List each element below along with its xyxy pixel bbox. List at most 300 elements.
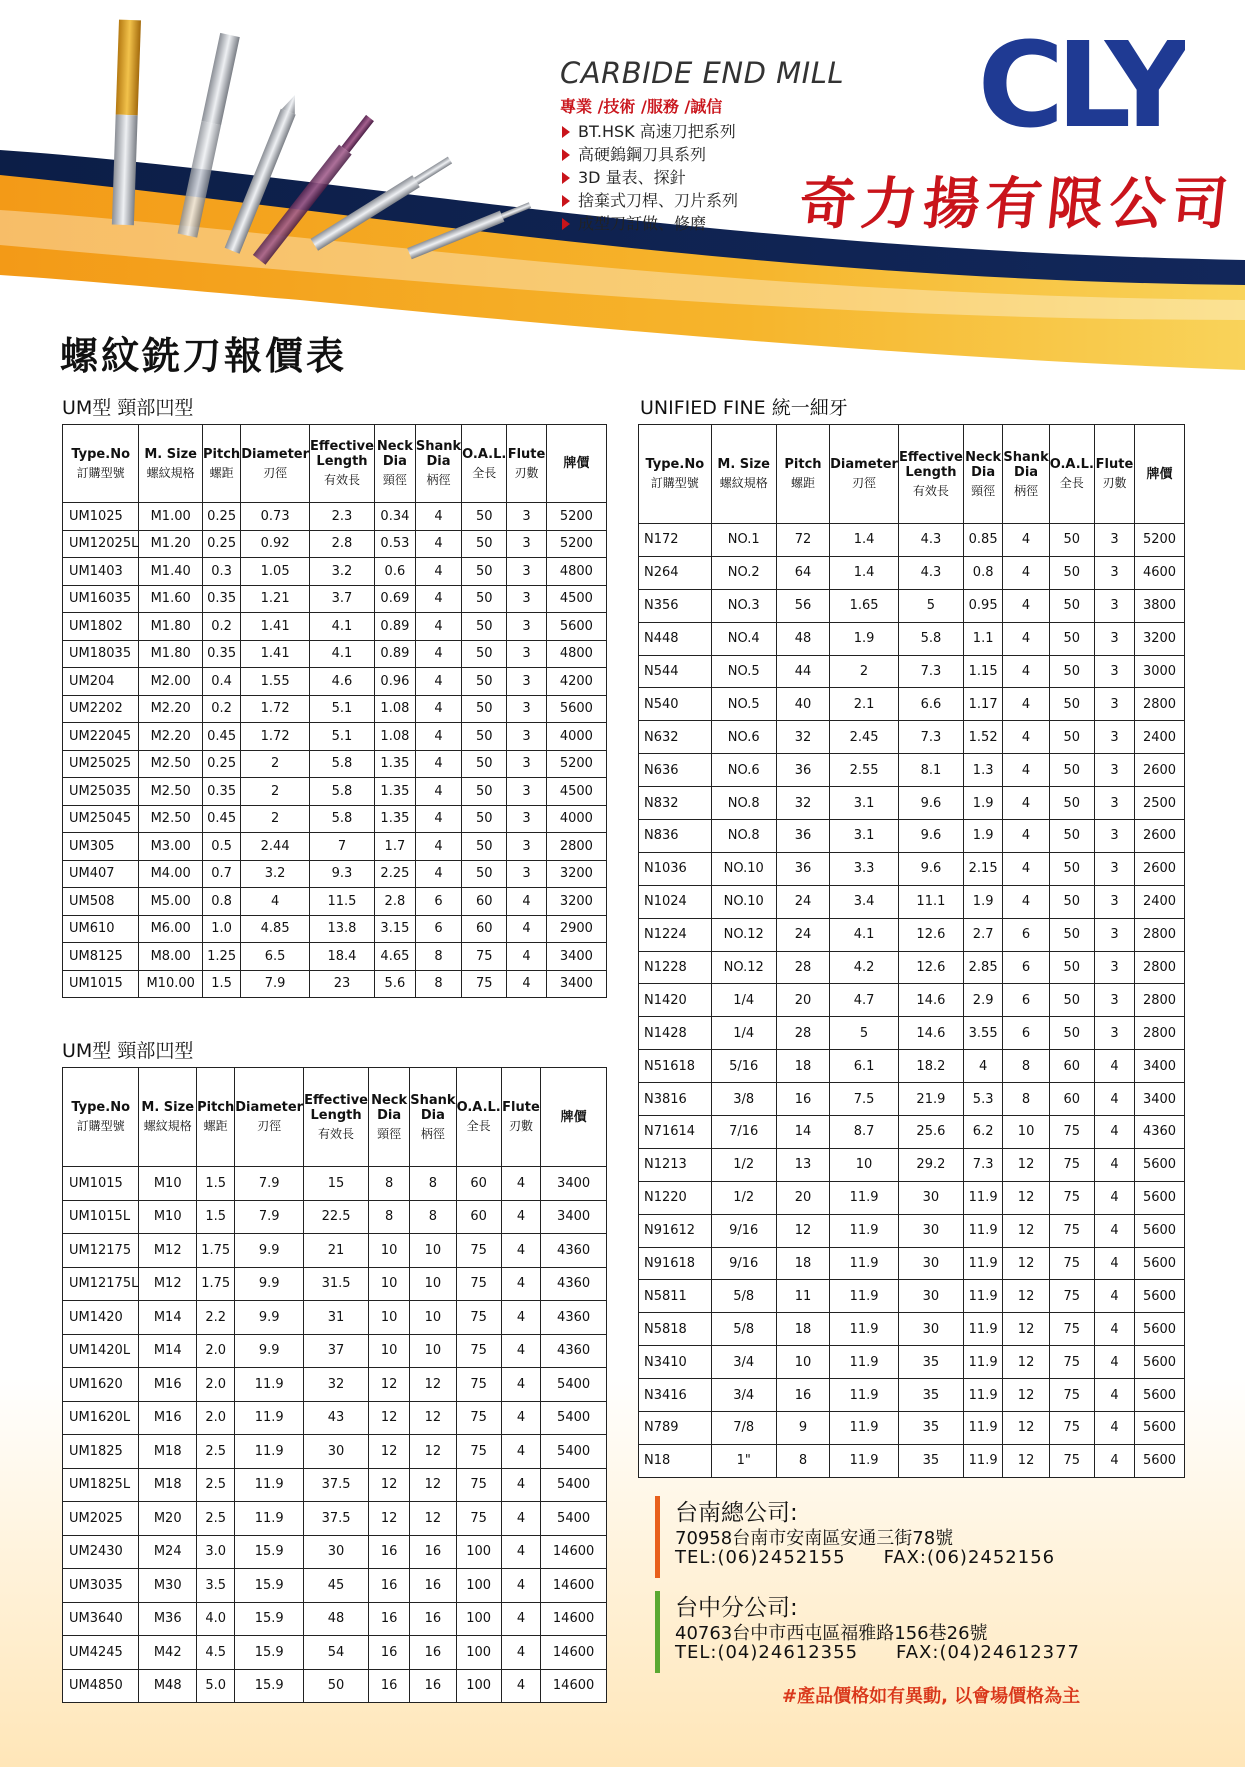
table-cell: 14600 [541,1636,607,1670]
table-cell: 11.9 [830,1247,899,1280]
column-header-en: M. Size [141,1100,195,1115]
table-cell: 12 [369,1435,410,1469]
table-cell: 75 [456,1368,501,1402]
table-cell: 75 [1049,1247,1094,1280]
table-cell: 3800 [1135,589,1185,622]
table-cell: M30 [139,1569,197,1603]
table-cell: 3200 [546,888,606,916]
table-cell: 5.8 [310,750,375,778]
column-header-zh: 頸徑 [971,483,996,498]
table-cell: 7.5 [830,1083,899,1116]
bullet-triangle-icon [562,149,570,161]
table-cell: 30 [898,1280,963,1313]
table-cell: 2500 [1135,787,1185,820]
table-cell: 5600 [1135,1214,1185,1247]
column-header [541,1068,607,1167]
table-cell: 0.2 [203,695,241,723]
table-cell: 100 [456,1569,501,1603]
table-cell: 3 [507,778,546,806]
table-cell: 1.15 [963,655,1003,688]
table-cell: 0.85 [963,524,1003,557]
company-name: 奇力揚有限公司 [796,171,1238,237]
column-header-zh: 有效長 [912,483,949,498]
table-cell: 8 [415,970,461,998]
table-cell: 4 [415,640,461,668]
office-name: 台南總公司: [675,1500,798,1526]
table-row [639,556,1185,589]
table-cell: 8 [369,1200,410,1234]
table-cell: 2800 [1135,1017,1185,1050]
table-cell: M36 [139,1602,197,1636]
column-header-en: Neck Dia [965,449,1002,480]
table-cell: 11.9 [235,1368,304,1402]
column-header-zh: 訂購型號 [650,476,699,490]
table-cell: 1.72 [241,695,310,723]
table-cell: 11.1 [898,885,963,918]
table-cell: 1.35 [374,750,415,778]
column-header [1003,425,1049,524]
table-cell: 0.6 [374,558,415,586]
table-row [639,820,1185,853]
table-cell: 4 [1094,1313,1134,1346]
table-cell: 5.3 [963,1083,1003,1116]
table-row [63,668,607,696]
bullet-triangle-icon [562,195,570,207]
table-cell: 4 [1003,524,1049,557]
table-cell: 16 [410,1535,456,1569]
table-cell: 4 [415,695,461,723]
table-cell: 4 [415,860,461,888]
table-cell: 4 [415,805,461,833]
table-cell: 25.6 [898,1116,963,1149]
table-row [639,984,1185,1017]
table-cell: 5.1 [310,695,375,723]
table-cell: N91618 [639,1247,712,1280]
office-tel: TEL:(06)2452155 [675,1547,846,1568]
table-cell: 1.0 [203,915,241,943]
table-cell: M16 [139,1368,197,1402]
table-cell: 75 [456,1435,501,1469]
table-cell: 4 [1094,1181,1134,1214]
table-cell: N632 [639,721,712,754]
table-cell: 5.6 [374,970,415,998]
table-cell: 5600 [546,695,606,723]
table-row [63,1167,607,1201]
table-row [63,750,607,778]
table-cell: 75 [462,970,507,998]
bullet-triangle-icon [562,126,570,138]
column-header-en: Diameter [235,1100,304,1115]
table-cell: 2 [241,778,310,806]
column-header-en: Shank Dia [1003,449,1049,480]
column-header-en: M. Size [144,446,197,462]
table-cell: 6 [1003,1017,1049,1050]
table-cell: 50 [1049,688,1094,721]
table-cell: UM508 [63,888,139,916]
table-cell: 0.89 [374,613,415,641]
table-cell: 11.9 [830,1313,899,1346]
table-cell: 4 [1003,622,1049,655]
column-header-zh: 全長 [466,1119,491,1133]
table-cell: 35 [898,1412,963,1445]
table-cell: UM18035 [63,640,139,668]
table-cell: 3 [1094,754,1134,787]
table-cell: 1.3 [963,754,1003,787]
table-cell: UM16035 [63,585,139,613]
table-cell: 11.9 [830,1181,899,1214]
table-cell: 4.1 [830,918,899,951]
table-cell: 10 [369,1267,410,1301]
table-cell: 1.9 [963,787,1003,820]
column-header [462,425,507,503]
table-cell: 0.96 [374,668,415,696]
table-cell: 48 [776,622,829,655]
table-cell: 18 [776,1313,829,1346]
table-cell: 30 [898,1313,963,1346]
table-cell: 75 [1049,1148,1094,1181]
column-header-en: 牌價 [1146,466,1173,482]
table-cell: N1428 [639,1017,712,1050]
column-header-en: Diameter [830,457,898,472]
table-cell: 50 [462,695,507,723]
table-cell: 4.3 [898,556,963,589]
table-cell: 4360 [1135,1116,1185,1149]
table-row [639,1148,1185,1181]
table-cell: M10 [139,1200,197,1234]
table-cell: 54 [304,1636,369,1670]
table-cell: 0.73 [241,503,310,531]
table-cell: 2800 [546,833,606,861]
table-row [63,640,607,668]
table-cell: 3.2 [241,860,310,888]
table-cell: 11 [776,1280,829,1313]
table-cell: 4 [501,1334,540,1368]
table-cell: 8 [369,1167,410,1201]
column-header-en: M. Size [717,457,770,472]
column-header [415,425,461,503]
table-cell: 29.2 [898,1148,963,1181]
table-cell: N71614 [639,1116,712,1149]
table-cell: 0.45 [203,723,241,751]
table-cell: 3 [1094,622,1134,655]
table-cell: 4 [507,943,546,971]
table-cell: 3 [507,613,546,641]
table-cell: 1.41 [241,640,310,668]
feature-item: 成型刀訂做、修磨 [562,212,738,235]
table-cell: M10 [139,1167,197,1201]
table-cell: 6.5 [241,943,310,971]
table-cell: 4 [415,613,461,641]
table-cell: 4.6 [310,668,375,696]
column-header-zh: 螺距 [209,465,234,480]
table-row [639,1379,1185,1412]
table-cell: 4 [1094,1346,1134,1379]
table-cell: M2.20 [139,723,203,751]
table-cell: 5200 [1135,524,1185,557]
table-cell: 8 [776,1444,829,1477]
table-cell: 50 [1049,984,1094,1017]
table-row [63,695,607,723]
table-row [63,613,607,641]
table-row [63,1267,607,1301]
table-row [63,723,607,751]
table-cell: 3 [1094,885,1134,918]
column-header-zh: 螺距 [790,476,815,490]
table-cell: 3/4 [711,1379,776,1412]
column-header-en: Pitch [784,457,822,472]
table-cell: 60 [1049,1050,1094,1083]
table-cell: 20 [776,984,829,1017]
table-cell: 18 [776,1247,829,1280]
table-cell: 0.92 [241,530,310,558]
table-cell: 50 [462,723,507,751]
column-header [410,1068,456,1167]
table-cell: 75 [462,943,507,971]
table-cell: N5811 [639,1280,712,1313]
column-header [507,425,546,503]
table-cell: 6.6 [898,688,963,721]
table-cell: N356 [639,589,712,622]
table-cell: UM25035 [63,778,139,806]
column-header [711,425,776,524]
table-cell: 6 [1003,918,1049,951]
table-cell: 22.5 [304,1200,369,1234]
table-cell: 5/8 [711,1280,776,1313]
table-cell: 75 [456,1401,501,1435]
column-header-zh: 頸徑 [377,1126,402,1141]
table-cell: 3/4 [711,1346,776,1379]
table-cell: 4 [415,668,461,696]
table-cell: N1036 [639,852,712,885]
table-cell: 75 [1049,1379,1094,1412]
table-cell: 28 [776,951,829,984]
table-cell: 2.5 [197,1468,235,1502]
table-cell: 75 [456,1267,501,1301]
column-header-en: Flute [502,1100,540,1115]
table-cell: 10 [410,1234,456,1268]
table-cell: UM1403 [63,558,139,586]
table-cell: N636 [639,754,712,787]
table-cell: 5600 [546,613,606,641]
table-cell: 0.7 [203,860,241,888]
column-header-en: Pitch [197,1100,235,1115]
table-cell: 3 [1094,721,1134,754]
table-cell: 16 [369,1569,410,1603]
table-cell: UM3640 [63,1602,139,1636]
table-cell: 3.1 [830,787,899,820]
table-cell: 4200 [546,668,606,696]
table-cell: 50 [1049,1017,1094,1050]
table-cell: NO.8 [711,787,776,820]
table-cell: UM2202 [63,695,139,723]
column-header-en: Effective Length [304,1092,368,1123]
table-cell: 8 [1003,1083,1049,1116]
table-cell: NO.3 [711,589,776,622]
column-header-zh: 柄徑 [426,473,451,487]
table-cell: 6 [415,915,461,943]
table-header-row [63,1068,607,1167]
table-cell: 4.0 [197,1602,235,1636]
table-cell: 0.69 [374,585,415,613]
column-header-zh: 螺紋規格 [146,465,195,480]
table-cell: 4 [1094,1412,1134,1445]
table-cell: 10 [369,1334,410,1368]
table-cell: 4360 [541,1267,607,1301]
table-row [639,688,1185,721]
table-cell: 4 [501,1368,540,1402]
table-row [63,1468,607,1502]
table-cell: 4360 [541,1301,607,1335]
table-cell: 1.4 [830,524,899,557]
table-cell: 2 [241,805,310,833]
column-header [310,425,375,503]
table-cell: 24 [776,885,829,918]
table-cell: 3400 [546,943,606,971]
table-cell: 56 [776,589,829,622]
table-cell: 11.9 [963,1379,1003,1412]
table-cell: 1/2 [711,1181,776,1214]
table-cell: 50 [462,558,507,586]
table-cell: 4 [501,1435,540,1469]
table-cell: 3 [1094,1017,1134,1050]
table-cell: 11.9 [235,1502,304,1536]
table-cell: 3 [1094,556,1134,589]
table-row [63,1334,607,1368]
table-cell: 1.5 [197,1167,235,1201]
column-header-en: 牌價 [560,1109,587,1125]
table-cell: 2400 [1135,721,1185,754]
office-fax: FAX:(04)24612377 [896,1642,1081,1663]
column-header-zh: 刃數 [508,1119,533,1133]
table-cell: 2.9 [963,984,1003,1017]
office-tel: TEL:(04)24612355 [675,1642,859,1663]
table-cell: UM1825 [63,1435,139,1469]
feature-item: 3D 量表、探針 [562,166,738,189]
table-cell: 5600 [1135,1247,1185,1280]
table-cell: 3.0 [197,1535,235,1569]
table-cell: 1.65 [830,589,899,622]
table-cell: UM204 [63,668,139,696]
table-cell: 75 [1049,1346,1094,1379]
table-cell: 4 [507,888,546,916]
column-header [546,425,606,503]
slogan: 專業 /技術 /服務 /誠信 [560,97,723,116]
table-cell: N836 [639,820,712,853]
column-header [139,1068,197,1167]
table-row [639,1017,1185,1050]
table-cell: 12 [1003,1148,1049,1181]
page-title: 螺紋銑刀報價表 [60,334,348,378]
table-cell: N1024 [639,885,712,918]
table-cell: 2.7 [963,918,1003,951]
table-cell: 100 [456,1669,501,1703]
table-cell: 35 [898,1444,963,1477]
table-cell: 5/8 [711,1313,776,1346]
table-cell: 15.9 [235,1636,304,1670]
table-cell: 75 [456,1502,501,1536]
office-address: 40763台中市西屯區福雅路156巷26號 [675,1623,988,1644]
table-cell: 50 [1049,655,1094,688]
table-row [63,530,607,558]
table-cell: 4.7 [830,984,899,1017]
table-cell: 3.55 [963,1017,1003,1050]
table-cell: 16 [369,1636,410,1670]
table-cell: 9/16 [711,1214,776,1247]
table-cell: 4 [415,833,461,861]
table-cell: 4 [501,1167,540,1201]
table-cell: 12 [1003,1313,1049,1346]
column-header-zh: 刃徑 [257,1119,282,1133]
feature-item: BT.HSK 高速刀把系列 [562,120,738,143]
table-cell: 21 [304,1234,369,1268]
table-row [639,1083,1185,1116]
table-cell: 10 [1003,1116,1049,1149]
table-cell: 8.7 [830,1116,899,1149]
table-cell: 50 [1049,721,1094,754]
table-cell: 43 [304,1401,369,1435]
table-cell: 50 [1049,918,1094,951]
table-row [639,1116,1185,1149]
table-cell: 1/4 [711,1017,776,1050]
table-cell: 9 [776,1412,829,1445]
table-cell: N91612 [639,1214,712,1247]
table-cell: 75 [456,1234,501,1268]
table-cell: 4 [507,970,546,998]
table-cell: 5600 [1135,1148,1185,1181]
table-cell: 14600 [541,1602,607,1636]
table-cell: 37 [304,1334,369,1368]
table-cell: 8 [1003,1050,1049,1083]
table-cell: 0.35 [203,640,241,668]
feature-list [562,120,738,235]
table-cell: 10 [776,1346,829,1379]
table-cell: 0.35 [203,585,241,613]
column-header [374,425,415,503]
table-row [639,589,1185,622]
table-cell: 20 [776,1181,829,1214]
section-title-um-small: UM型 頸部凹型 [62,397,194,419]
table-cell: 50 [1049,820,1094,853]
table-cell: 4 [501,1234,540,1268]
table-cell: 60 [456,1200,501,1234]
table-cell: 18 [776,1050,829,1083]
table-cell: 4 [1094,1148,1134,1181]
table-cell: 30 [898,1181,963,1214]
table-cell: 4 [501,1401,540,1435]
table-cell: 4.3 [898,524,963,557]
table-cell: 4.1 [310,613,375,641]
table-cell: 4 [1094,1247,1134,1280]
table-cell: 1" [711,1444,776,1477]
table-cell: N832 [639,787,712,820]
table-cell: 15.9 [235,1569,304,1603]
table-cell: 3/8 [711,1083,776,1116]
table-cell: 11.9 [830,1379,899,1412]
table-cell: 60 [1049,1083,1094,1116]
table-cell: 8.1 [898,754,963,787]
table-cell: N1220 [639,1181,712,1214]
table-cell: 5600 [1135,1444,1185,1477]
price-change-note: #產品價格如有異動, 以會場價格為主 [782,1686,1081,1707]
table-cell: 1.9 [963,885,1003,918]
table-cell: 100 [456,1602,501,1636]
table-row [63,943,607,971]
table-cell: UM1015 [63,1167,139,1201]
table-cell: 18.2 [898,1050,963,1083]
table-cell: 11.9 [830,1214,899,1247]
table-cell: 32 [776,721,829,754]
table-cell: 7.3 [963,1148,1003,1181]
